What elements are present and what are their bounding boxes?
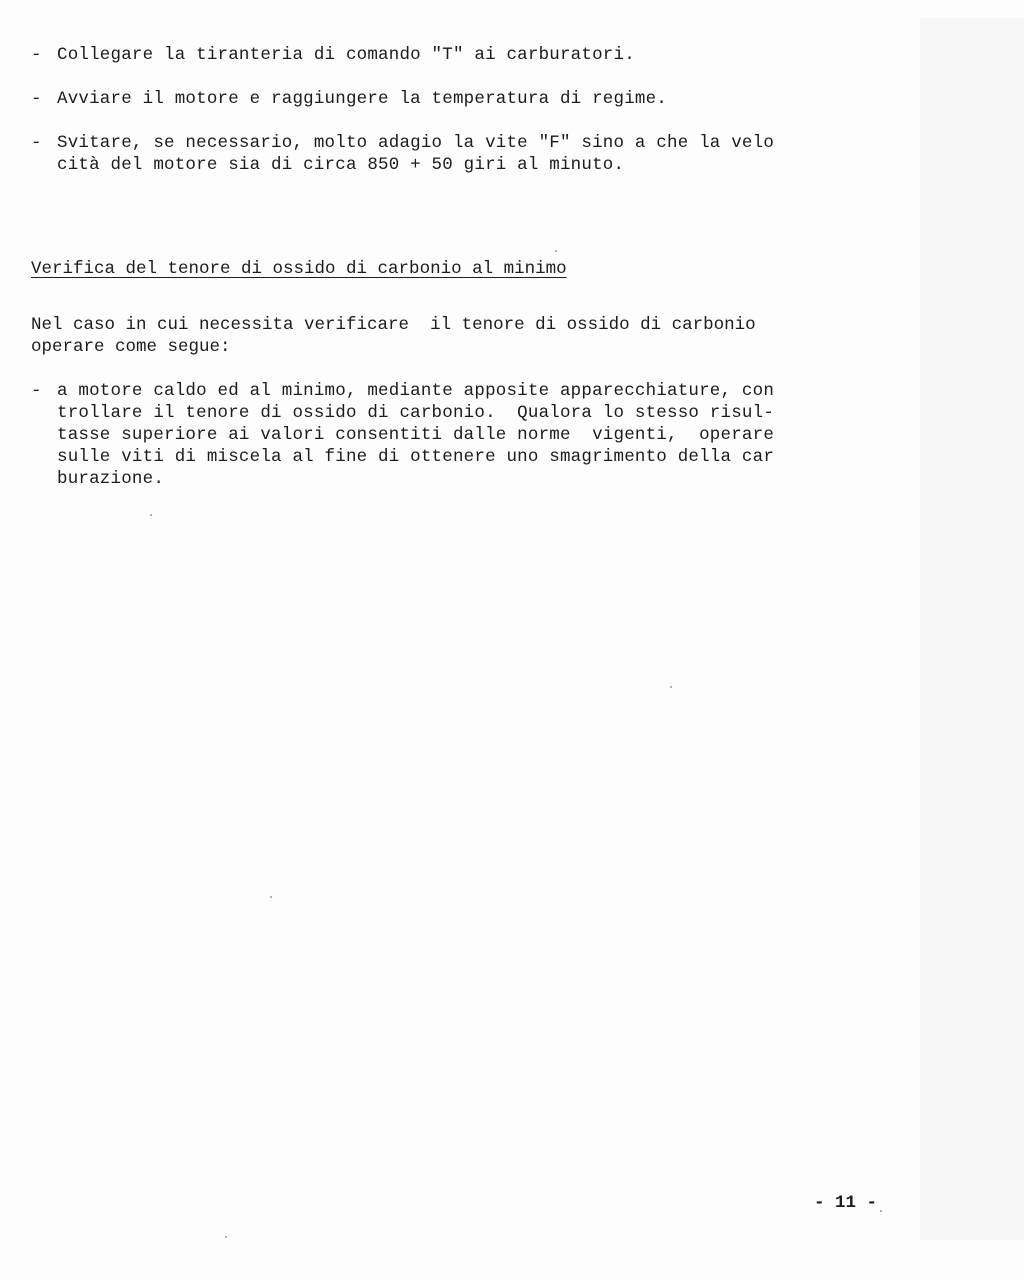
bullet-text: tasse superiore ai valori consentiti dalle norme vigenti, operare [57,425,775,445]
scan-speck [150,514,152,516]
scan-speck [225,1236,227,1238]
bullet-dash: - [31,45,42,65]
bullet-dash: - [31,89,42,109]
section-heading: Verifica del tenore di ossido di carbonio al minimo [31,259,567,279]
scan-speck [555,250,557,252]
scan-speck [270,896,272,898]
scan-speck [670,686,672,688]
bullet-dash: - [31,133,42,153]
bullet-dash: - [31,381,42,401]
bullet-text: Svitare, se necessario, molto adagio la vite "F" sino a che la velo [57,133,775,153]
bullet-text: Avviare il motore e raggiungere la temperatura di regime. [57,89,667,109]
bullet-text: a motore caldo ed al minimo, mediante apposite apparecchiature, con [57,381,775,401]
bullet-text: cità del motore sia di circa 850 + 50 giri al minuto. [57,155,625,175]
bullet-text: burazione. [57,469,165,489]
page-number: - 11 - [814,1193,878,1213]
bullet-text: Collegare la tiranteria di comando "T" ai carburatori. [57,45,635,65]
bullet-text: trollare il tenore di ossido di carbonio. Qualora lo stesso risul- [57,403,775,423]
scan-speck [880,1210,882,1212]
bullet-text: sulle viti di miscela al fine di ottenere uno smagrimento della car [57,447,775,467]
intro-line: operare come segue: [31,337,231,357]
scan-edge-shade [920,18,1024,1240]
intro-line: Nel caso in cui necessita verificare il tenore di ossido di carbonio [31,315,756,335]
